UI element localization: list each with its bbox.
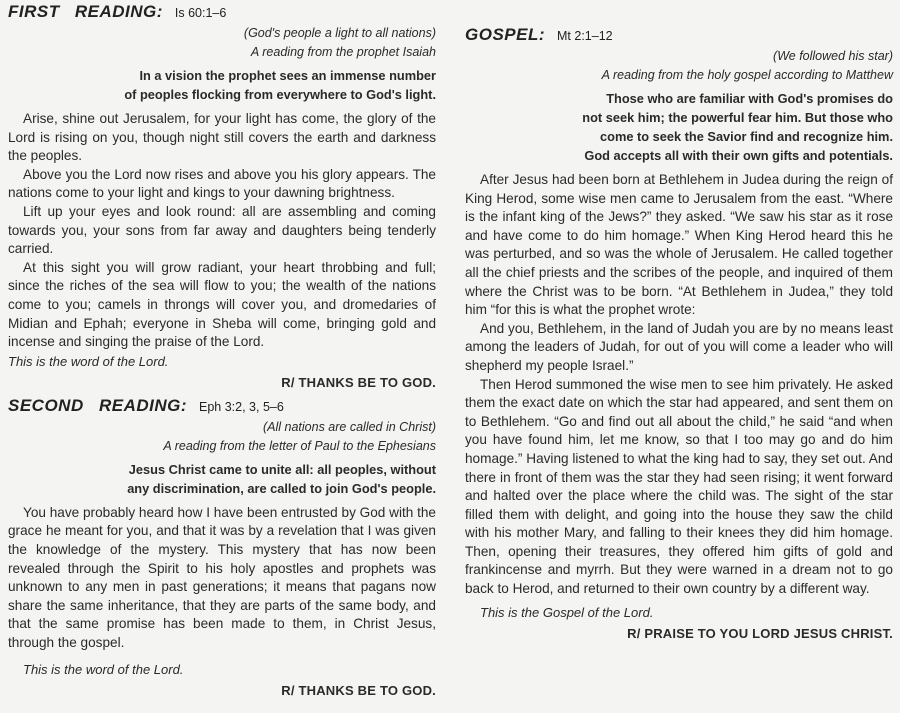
second-reading-heading: SECOND READING: — [8, 395, 188, 415]
gospel-response: R/ PRAISE TO YOU LORD JESUS CHRIST. — [627, 625, 893, 641]
gospel-heading: GOSPEL: — [465, 25, 546, 44]
second-reading — [8, 396, 436, 703]
first-reading-theme: (God's people a light to all nations) — [243, 26, 436, 40]
first-reading-closing: This is the word of the Lord. — [8, 353, 169, 369]
first-reading-response: R/ THANKS BE TO GOD. — [281, 374, 436, 390]
reading-paragraph: Above you the Lord now rises and above you his glory appears. The nations come to your light and kings to your dawning brightness. — [8, 166, 436, 201]
reading-paragraph: Lift up your eyes and look round: all are assembling and coming towards you, your sons from far away and daughters being tenderly carried. — [8, 203, 436, 257]
reading-paragraph: Arise, shine out Jerusalem, for your light has come, the glory of the Lord is rising on you, though night still covers the earth and darkness the peoples. — [8, 111, 436, 164]
first-reading-summary — [8, 66, 436, 104]
first-reading — [8, 2, 436, 394]
gospel-reading — [465, 25, 893, 645]
reading-paragraph: After Jesus had been born at Bethlehem in Judea during the reign of King Herod, some wise men came to Jerusalem from the east. “Where is the infant king of the Jews?” they asked. “We saw his star as it rose and have come to do him homage.” When King Herod heard this he was perturbed, and so was the whole of Jerusalem. He called together all the chief priests and the scribes of the people, and inquired of them where the Christ was to be born. “At Bethlehem in Judea,” they told him “for this is what the prophet wrote: — [465, 172, 893, 318]
second-reading-response: R/ THANKS BE TO GOD. — [281, 683, 436, 699]
reading-paragraph: Then Herod summoned the wise men to see him privately. He asked them the exact date on which the star had appeared, and sent them on to Bethlehem. “Go and find out all about the child,” he said “and when you have found him, let me know, so that I too may go and do him homage.” Having listened to what the king had to say, they set out. And there in front of them was the star they had seen rising; it went forward and halted over the place where the child was. The sight of the star filled them with delight, and going into the house they saw the child with his mother Mary, and falling to their knees they did him homage. Then, opening their treasures, they offered him gifts of gold and frankincense and myrrh. But they were warned in a dream not to go back to Herod, and returned to their own country by a different way. — [465, 376, 893, 597]
gospel-citation: Mt 2:1–12 — [557, 29, 613, 43]
summary-line: God accepts all with their own gifts and potentials. — [584, 148, 893, 163]
summary-line: not seek him; the powerful fear him. But those who — [582, 110, 893, 125]
first-reading-source: A reading from the prophet Isaiah — [250, 45, 436, 59]
second-reading-closing: This is the word of the Lord. — [23, 662, 184, 678]
second-reading-theme: (All nations are called in Christ) — [263, 419, 436, 434]
right-column — [465, 0, 893, 645]
second-reading-summary — [8, 460, 436, 498]
gospel-theme: (We followed his star) — [773, 49, 893, 63]
gospel-closing: This is the Gospel of the Lord. — [480, 604, 654, 620]
left-column — [8, 0, 436, 702]
summary-line: Those who are familiar with God's promises do — [606, 91, 893, 106]
gospel-source: A reading from the holy gospel according to Matthew — [601, 68, 893, 82]
gospel-summary — [465, 89, 893, 165]
summary-line: In a vision the prophet sees an immense number — [139, 68, 436, 83]
reading-paragraph: You have probably heard how I have been entrusted by God with the grace he meant for you, and that it was by a revelation that I was given the knowledge of the mystery. This mystery that has now been revealed through the Spirit to his holy apostles and prophets was unknown to any men in past generations; it means that pagans now share the same inheritance, that they are parts of the same body, and that the same promise has been made to them, in Christ Jesus, through the gospel. — [8, 504, 436, 650]
first-reading-heading: FIRST READING: — [8, 2, 163, 21]
first-reading-citation: Is 60:1–6 — [174, 6, 227, 20]
summary-line: Jesus Christ came to unite all: all peoples, without — [128, 461, 436, 477]
summary-line: of peoples flocking from everywhere to God's light. — [124, 87, 436, 102]
summary-line: come to seek the Savior find and recognize him. — [600, 129, 893, 144]
reading-paragraph: At this sight you will grow radiant, your heart throbbing and full; since the riches of the sea will flow to you; the wealth of the nations come to you; camels in throngs will cover you, and dromedaries of Midian and Ephah; everyone in Sheba will come, bringing gold and incense and singing the praise of the Lord. — [8, 259, 436, 350]
reading-paragraph: And you, Bethlehem, in the land of Judah you are by no means least among the leaders of Judah, for out of you will come a leader who will shepherd my people Israel.” — [465, 320, 893, 373]
second-reading-source: A reading from the letter of Paul to the Ephesians — [163, 438, 436, 453]
summary-line: any discrimination, are called to join God's people. — [127, 480, 436, 496]
second-reading-citation: Eph 3:2, 3, 5–6 — [199, 399, 284, 414]
